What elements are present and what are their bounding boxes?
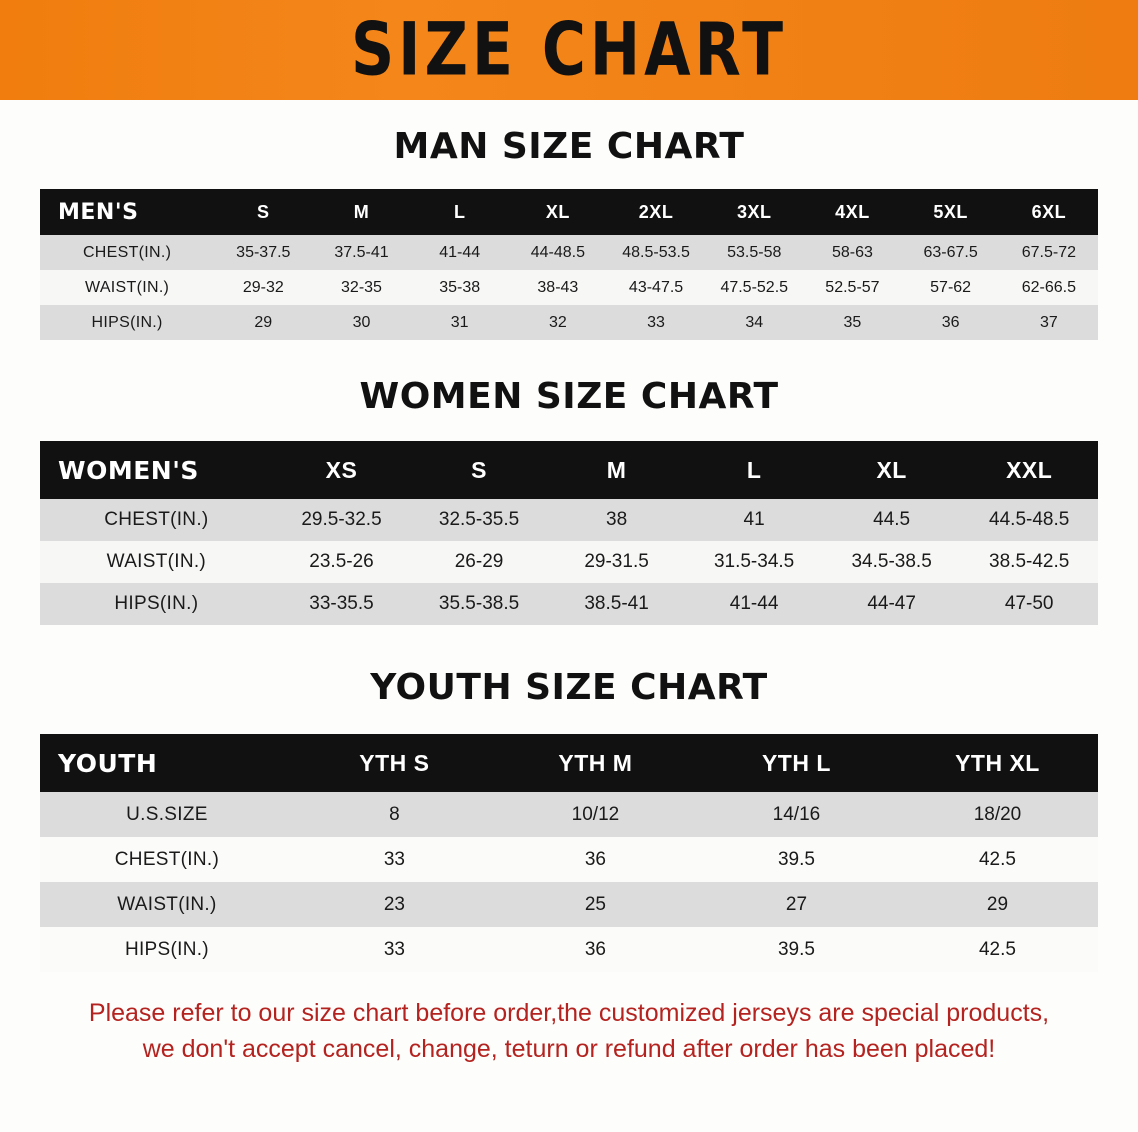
man-size-header: XL [545, 201, 570, 222]
man-size-table [40, 189, 1098, 340]
women-size-header: XS [325, 456, 358, 483]
man-size-header: 2XL [638, 201, 674, 222]
youth-header-label: YOUTH [58, 748, 158, 778]
cell: 47.5-52.5 [720, 278, 789, 296]
cell: 29-31.5 [584, 551, 649, 572]
cell: 35 [843, 313, 862, 331]
row-label: HIPS(IN.) [124, 938, 209, 960]
cell: 26-29 [454, 551, 504, 572]
cell: 41 [743, 509, 765, 530]
youth-size-header: YTH S [359, 749, 430, 776]
table-header-row [40, 441, 1098, 499]
table-row [40, 499, 1098, 541]
cell: 29 [254, 313, 273, 331]
cell: 47-50 [1004, 593, 1054, 614]
cell: 48.5-53.5 [622, 243, 690, 261]
table-row [40, 792, 1098, 837]
cell: 10/12 [571, 803, 620, 825]
cell: 42.5 [978, 938, 1016, 960]
disclaimer-line-1: Please refer to our size chart before order,the customized jerseys are special products, [88, 999, 1050, 1027]
man-size-header: 4XL [835, 201, 870, 222]
cell: 67.5-72 [1021, 243, 1076, 261]
table-header-row [40, 734, 1098, 792]
cell: 34 [745, 313, 764, 331]
cell: 31.5-34.5 [713, 551, 795, 572]
cell: 30 [352, 313, 371, 331]
table-row [40, 270, 1098, 305]
man-section-title: MAN SIZE CHART [393, 126, 745, 167]
youth-size-header: YTH L [761, 749, 831, 776]
man-size-header: 5XL [933, 201, 968, 222]
man-size-header: S [257, 201, 270, 222]
man-size-header: 6XL [1031, 201, 1067, 222]
cell: 44-48.5 [530, 243, 585, 261]
cell: 44.5 [873, 509, 911, 530]
table-header-row [40, 189, 1098, 235]
row-label: CHEST(IN.) [104, 509, 209, 530]
youth-size-header: YTH XL [955, 749, 1040, 776]
cell: 38 [606, 509, 628, 530]
cell: 32.5-35.5 [438, 509, 520, 530]
cell: 31 [450, 313, 469, 331]
cell: 27 [785, 893, 808, 915]
women-table-wrapper [40, 441, 1098, 625]
cell: 33 [383, 938, 405, 960]
disclaimer-line-2: we don't accept cancel, change, teturn or refund after order has been placed! [142, 1034, 996, 1063]
women-size-header: XL [876, 456, 907, 483]
cell: 14/16 [772, 803, 821, 825]
cell: 41-44 [729, 593, 779, 614]
cell: 29 [986, 893, 1009, 915]
cell: 57-62 [930, 278, 972, 296]
man-size-header: L [453, 201, 466, 222]
cell: 37 [1039, 313, 1058, 331]
cell: 44-47 [867, 593, 916, 614]
cell: 36 [584, 938, 606, 960]
table-row [40, 235, 1098, 270]
women-size-header: M [606, 456, 627, 483]
cell: 39.5 [777, 938, 815, 960]
man-header-label: MEN'S [58, 199, 139, 225]
row-label: HIPS(IN.) [91, 313, 163, 331]
cell: 25 [584, 893, 606, 915]
women-size-header: L [746, 456, 762, 483]
youth-section-title: YOUTH SIZE CHART [370, 667, 768, 708]
cell: 42.5 [978, 848, 1016, 870]
cell: 23.5-26 [309, 551, 374, 572]
cell: 38-43 [537, 278, 579, 296]
table-row [40, 837, 1098, 882]
women-section-title: WOMEN SIZE CHART [359, 376, 779, 417]
women-size-header: XXL [1006, 456, 1053, 483]
table-row [40, 541, 1098, 583]
page-title: SIZE CHART [350, 7, 788, 93]
row-label: HIPS(IN.) [114, 593, 199, 614]
cell: 32-35 [341, 278, 382, 296]
header-banner [0, 0, 1138, 100]
cell: 34.5-38.5 [851, 551, 932, 572]
cell: 33 [383, 848, 405, 870]
women-size-table [40, 441, 1098, 625]
cell: 38.5-42.5 [989, 551, 1070, 572]
row-label: WAIST(IN.) [85, 278, 170, 296]
cell: 36 [584, 848, 606, 870]
row-label: CHEST(IN.) [114, 848, 220, 870]
row-label: WAIST(IN.) [117, 893, 217, 915]
cell: 18/20 [973, 803, 1022, 825]
cell: 32 [548, 313, 567, 331]
table-row [40, 882, 1098, 927]
row-label: U.S.SIZE [126, 803, 208, 825]
cell: 44.5-48.5 [989, 509, 1070, 530]
cell: 35-38 [439, 278, 481, 296]
cell: 35-37.5 [236, 243, 291, 261]
youth-size-header: YTH M [558, 749, 633, 776]
man-size-header: 3XL [736, 201, 772, 222]
youth-table-wrapper [40, 734, 1098, 972]
table-row [40, 305, 1098, 340]
man-size-header: M [353, 201, 370, 222]
cell: 53.5-58 [727, 243, 782, 261]
cell: 8 [389, 803, 400, 825]
cell: 33-35.5 [309, 593, 374, 614]
cell: 58-63 [831, 243, 873, 261]
cell: 35.5-38.5 [438, 593, 520, 614]
table-row [40, 927, 1098, 972]
women-header-label: WOMEN'S [58, 455, 199, 485]
youth-size-table [40, 734, 1098, 972]
cell: 23 [383, 893, 405, 915]
cell: 36 [941, 313, 960, 331]
cell: 39.5 [777, 848, 815, 870]
cell: 29-32 [242, 278, 284, 296]
cell: 43-47.5 [628, 278, 684, 296]
cell: 63-67.5 [923, 243, 978, 261]
man-table-wrapper [40, 189, 1098, 340]
cell: 37.5-41 [334, 243, 389, 261]
cell: 52.5-57 [825, 278, 880, 296]
disclaimer-note [36, 996, 1102, 1067]
table-row [40, 583, 1098, 625]
row-label: CHEST(IN.) [82, 243, 172, 261]
cell: 38.5-41 [584, 593, 649, 614]
cell: 41-44 [439, 243, 481, 261]
cell: 33 [647, 313, 665, 331]
women-size-header: S [471, 456, 487, 483]
cell: 29.5-32.5 [301, 509, 382, 530]
cell: 62-66.5 [1021, 278, 1076, 296]
row-label: WAIST(IN.) [106, 551, 207, 572]
